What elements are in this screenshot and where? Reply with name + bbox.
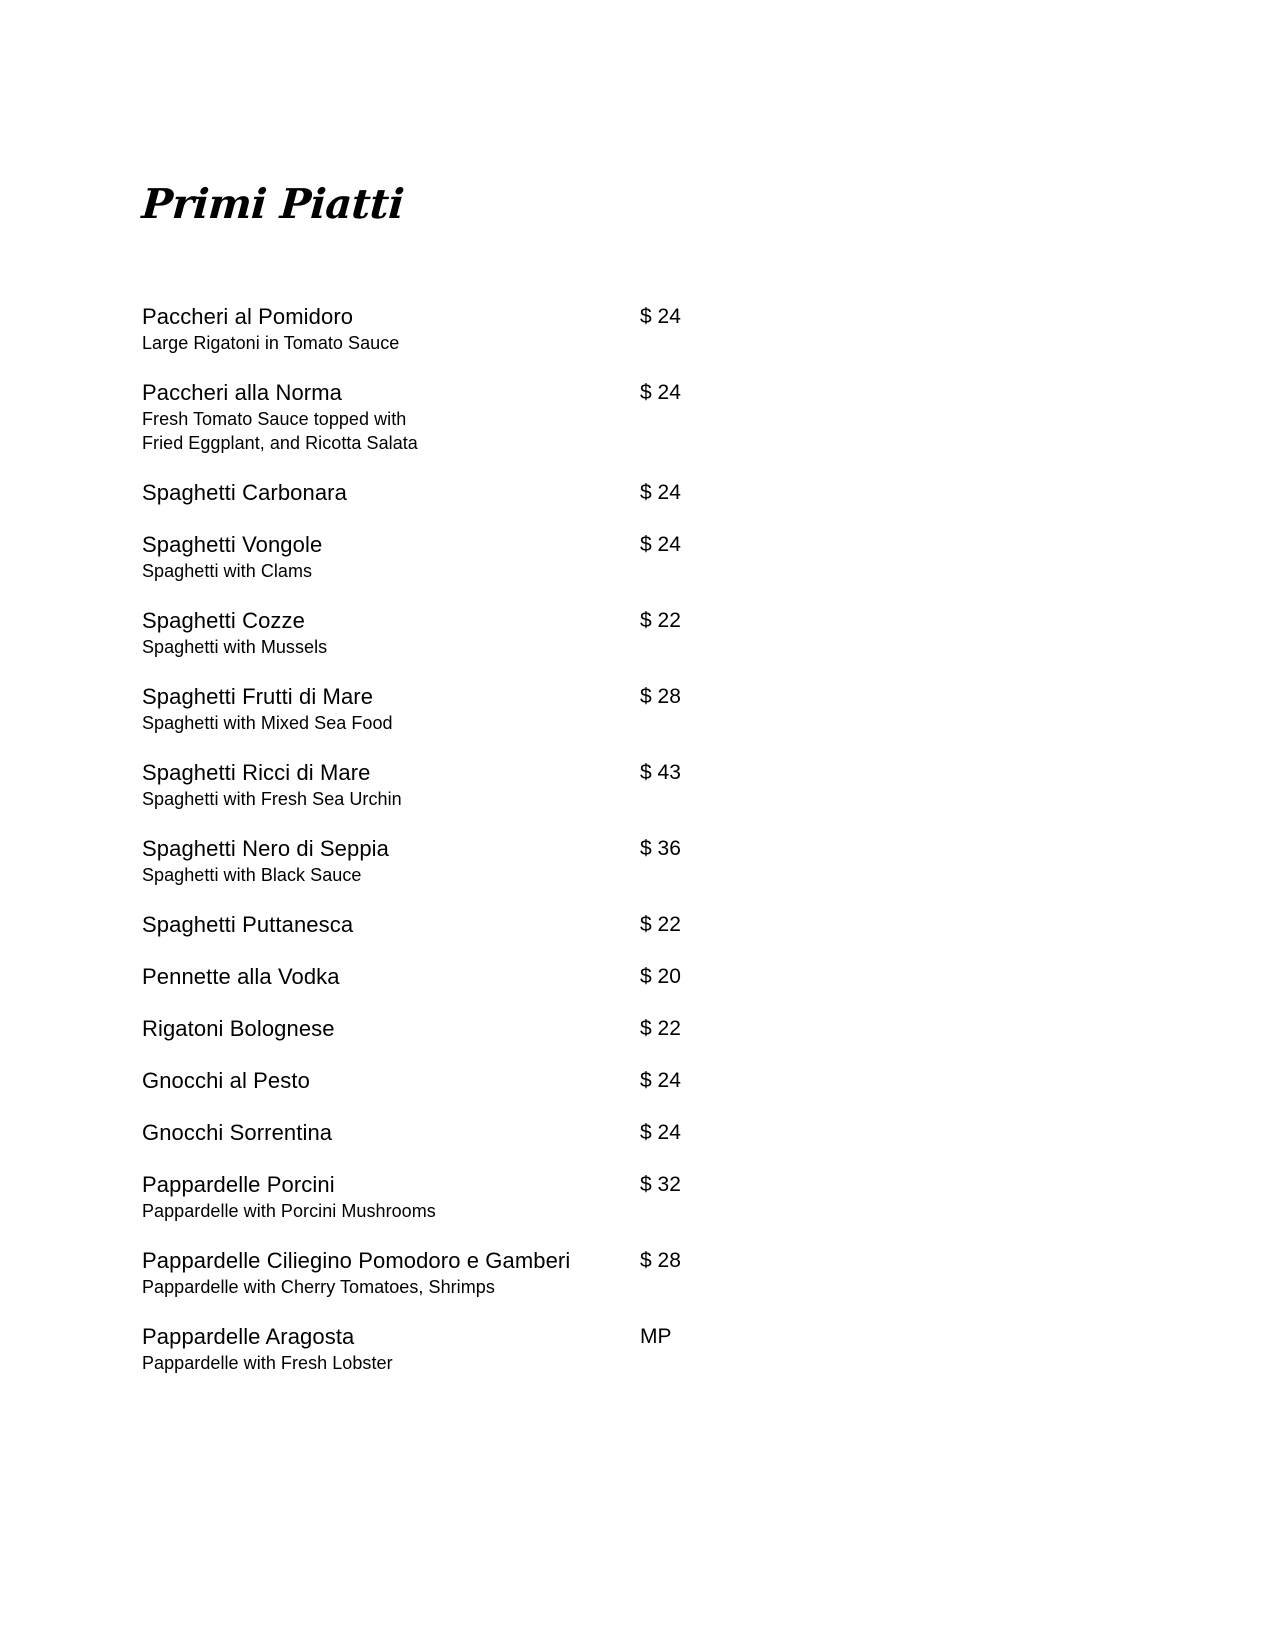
menu-item-description [142, 1351, 640, 1375]
page-title: Primi Piatti [140, 180, 406, 228]
menu-item-description [142, 787, 640, 811]
menu-item [142, 911, 702, 939]
menu-item-row [142, 1067, 702, 1095]
menu-item-row [142, 963, 702, 991]
menu-item-description [142, 863, 640, 887]
menu-item-row [142, 1323, 702, 1351]
menu-item-description-line: Spaghetti with Clams [142, 561, 313, 581]
menu-item-row [142, 1119, 702, 1147]
menu-item-name: Spaghetti Cozze [142, 608, 305, 633]
menu-item-price: $ 24 [640, 305, 681, 328]
menu-item-row [142, 607, 702, 635]
menu-item-name: Pappardelle Ciliegino Pomodoro e Gamberi [142, 1248, 571, 1273]
menu-item [142, 607, 702, 659]
menu-item-name: Gnocchi al Pesto [142, 1068, 310, 1093]
menu-item [142, 531, 702, 583]
menu-item-name: Spaghetti Puttanesca [142, 912, 354, 937]
menu-item [142, 1015, 702, 1043]
menu-item-price: $ 22 [640, 609, 681, 632]
menu-item-name: Pappardelle Porcini [142, 1172, 335, 1197]
menu-item-price: $ 24 [640, 481, 681, 504]
menu-item-price: $ 43 [640, 761, 681, 784]
menu-item-price: $ 20 [640, 965, 681, 988]
menu-item-row [142, 531, 702, 559]
menu-item-description-line: Spaghetti with Mussels [142, 637, 328, 657]
menu-item-name: Paccheri alla Norma [142, 380, 342, 405]
menu-item-name: Pennette alla Vodka [142, 964, 340, 989]
menu-item [142, 1119, 702, 1147]
menu-item-row [142, 683, 702, 711]
menu-item-price: $ 36 [640, 837, 681, 860]
menu-item-row [142, 1247, 702, 1275]
menu-item-description-line: Large Rigatoni in Tomato Sauce [142, 333, 400, 353]
menu-item-description [142, 711, 640, 735]
menu-item-description-line: Pappardelle with Cherry Tomatoes, Shrimps [142, 1277, 495, 1297]
menu-item-row [142, 835, 702, 863]
menu-item-description-line: Fried Eggplant, and Ricotta Salata [142, 433, 418, 453]
menu-item-price: $ 22 [640, 913, 681, 936]
menu-item-name: Spaghetti Vongole [142, 532, 323, 557]
menu-item-row [142, 303, 702, 331]
menu-item-row [142, 1015, 702, 1043]
menu-item-description-line: Spaghetti with Fresh Sea Urchin [142, 789, 402, 809]
menu-item-name: Spaghetti Carbonara [142, 480, 347, 505]
menu-item [142, 303, 702, 355]
menu-item [142, 1067, 702, 1095]
menu-item-description [142, 635, 640, 659]
menu-item-description-line: Pappardelle with Fresh Lobster [142, 1353, 393, 1373]
menu-item [142, 759, 702, 811]
menu-item-name: Rigatoni Bolognese [142, 1016, 335, 1041]
menu-item-description [142, 407, 640, 455]
menu-item-row [142, 759, 702, 787]
menu-item [142, 1171, 702, 1223]
menu-item [142, 835, 702, 887]
menu-item [142, 479, 702, 507]
menu-item-row [142, 379, 702, 407]
menu-item-description-line: Pappardelle with Porcini Mushrooms [142, 1201, 436, 1221]
menu-item [142, 379, 702, 455]
menu-item-price: $ 24 [640, 1069, 681, 1092]
menu-item-name: Spaghetti Ricci di Mare [142, 760, 371, 785]
menu-item-row [142, 1171, 702, 1199]
menu-item-description-line: Fresh Tomato Sauce topped with [142, 409, 407, 429]
menu-item-description-line: Spaghetti with Black Sauce [142, 865, 362, 885]
menu-item-description-line: Spaghetti with Mixed Sea Food [142, 713, 393, 733]
menu-item [142, 1323, 702, 1375]
menu-item-description [142, 331, 640, 355]
menu-item [142, 683, 702, 735]
menu-item-description [142, 559, 640, 583]
menu-item-row [142, 479, 702, 507]
menu-item-row [142, 911, 702, 939]
menu-item-name: Gnocchi Sorrentina [142, 1120, 333, 1145]
menu-item-name: Paccheri al Pomidoro [142, 304, 354, 329]
menu-item-name: Pappardelle Aragosta [142, 1324, 355, 1349]
menu-item-price: $ 28 [640, 1249, 681, 1272]
menu-item-price: $ 22 [640, 1017, 681, 1040]
menu-item-description [142, 1199, 640, 1223]
menu-item-name: Spaghetti Nero di Seppia [142, 836, 390, 861]
menu-item [142, 1247, 702, 1299]
menu-item-price: $ 28 [640, 685, 681, 708]
menu-item [142, 963, 702, 991]
menu-item-price: $ 24 [640, 381, 681, 404]
menu-item-price: $ 32 [640, 1173, 681, 1196]
menu-item-name: Spaghetti Frutti di Mare [142, 684, 374, 709]
menu-item-price: $ 24 [640, 1121, 681, 1144]
menu-item-price: MP [640, 1325, 672, 1348]
menu-item-description [142, 1275, 640, 1299]
menu-item-price: $ 24 [640, 533, 681, 556]
menu-item-list [142, 303, 702, 1375]
